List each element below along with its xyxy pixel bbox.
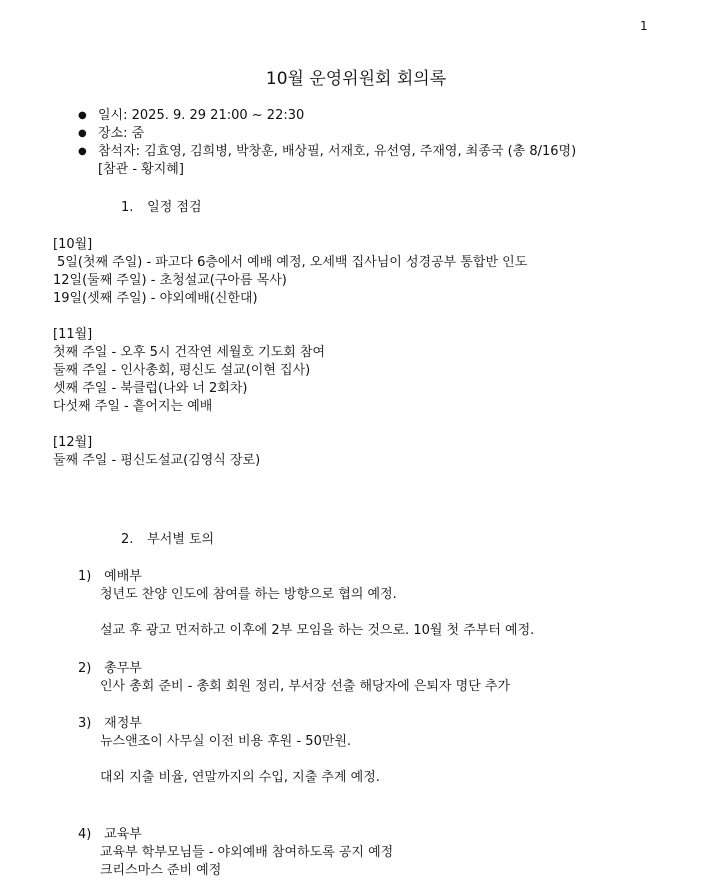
section-heading-schedule (121, 199, 202, 217)
info-attendees-text: 참석자: 김효영, 김희병, 박창훈, 배상필, 서재호, 유선영, 주재영, 최종국 (총 8/16명) (98, 144, 577, 159)
department-number: 2) (78, 661, 92, 676)
department-line: 대외 지출 비율, 연말까지의 수입, 지출 추계 예정. (100, 770, 380, 785)
department-finance (78, 715, 380, 787)
info-item-attendees (78, 143, 576, 161)
schedule-line: 둘째 주일 - 인사총회, 평신도 설교(이현 집사) (53, 363, 311, 378)
month-header-december: [12월] (53, 435, 93, 450)
department-line: 크리스마스 준비 예정 (100, 863, 222, 878)
month-header-november: [11월] (53, 327, 93, 342)
document-title: 10월 운영위원회 회의록 (265, 69, 447, 89)
department-name: 교육부 (104, 827, 142, 842)
schedule-line: 5일(첫째 주일) - 파고다 6층에서 예배 예정, 오세백 집사님이 성경공부 통합반 인도 (57, 255, 528, 270)
department-number: 1) (78, 569, 92, 584)
info-date-text: 일시: 2025. 9. 29 21:00 ~ 22:30 (98, 108, 305, 123)
info-item-place (78, 125, 576, 143)
department-line: 청년도 찬양 인도에 참여를 하는 방향으로 협의 예정. (100, 587, 397, 602)
department-name: 재정부 (104, 716, 142, 731)
schedule-line: 다섯째 주일 - 흩어지는 예배 (53, 399, 213, 414)
section-number: 1. (121, 200, 134, 215)
department-number: 3) (78, 716, 92, 731)
month-header-october: [10월] (53, 237, 93, 252)
department-number: 4) (78, 827, 92, 842)
bullet-icon: ● (78, 128, 87, 139)
section-heading-departments (121, 531, 214, 549)
department-line: 인사 총회 준비 - 총회 회원 정리, 부서장 선출 해당자에 은퇴자 명단 추가 (100, 679, 511, 694)
info-item-date (78, 107, 576, 125)
section-label: 부서별 토의 (147, 532, 215, 547)
info-observer-text: [참관 - 황지혜] (98, 162, 184, 177)
page-number: 1 (640, 19, 648, 33)
department-education (78, 826, 393, 880)
bullet-icon: ● (78, 110, 87, 121)
schedule-line: 첫째 주일 - 오후 5시 건작연 세월호 기도회 참여 (53, 345, 326, 360)
department-name: 총무부 (104, 661, 142, 676)
department-line: 뉴스앤조이 사무실 이전 비용 후원 - 50만원. (100, 734, 352, 749)
department-general-affairs (78, 660, 510, 696)
info-place-text: 장소: 줌 (98, 126, 145, 141)
department-line: 교육부 학부모님들 - 야외예배 참여하도록 공지 예정 (100, 845, 394, 860)
schedule-line: 12일(둘째 주일) - 초청설교(구아름 목사) (53, 273, 287, 288)
schedule-line: 셋째 주일 - 북클럽(나와 너 2회차) (53, 381, 248, 396)
bullet-icon: ● (78, 146, 87, 157)
department-name: 예배부 (104, 569, 142, 584)
meeting-info-list (78, 107, 576, 179)
schedule-line: 둘째 주일 - 평신도설교(김영식 장로) (53, 453, 261, 468)
department-line: 설교 후 광고 먼저하고 이후에 2부 모임을 하는 것으로. 10월 첫 주부터 예정. (100, 623, 535, 638)
department-worship (78, 568, 534, 640)
schedule-block (53, 236, 527, 470)
section-label: 일정 점검 (147, 200, 202, 215)
section-number: 2. (121, 532, 134, 547)
schedule-line: 19일(셋째 주일) - 야외예배(신한대) (53, 291, 258, 306)
